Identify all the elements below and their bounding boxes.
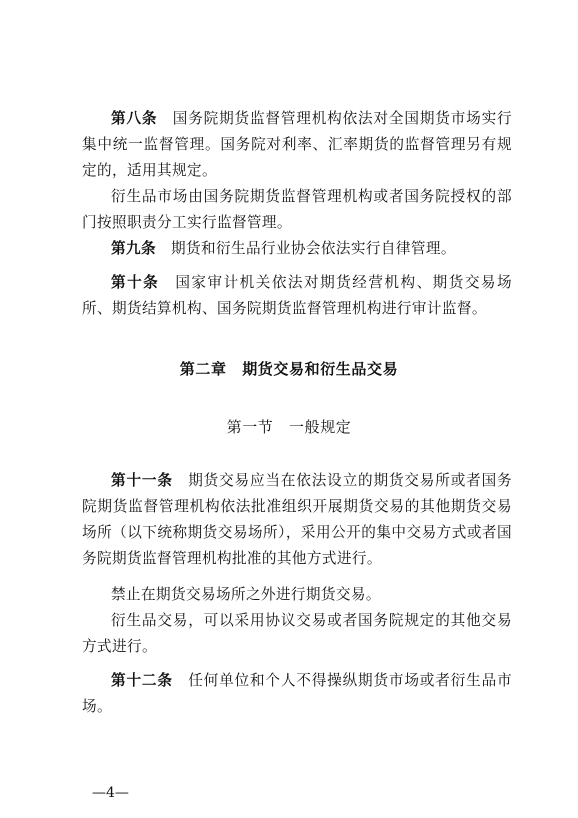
- article-12: [82, 668, 512, 720]
- article-number: 第十条: [111, 274, 160, 291]
- article-text: 期货交易应当在依法设立的期货交易所或者国务院期货监督管理机构依法批准组织开展期货交易的其他期货交易场所（以下统称期货交易场所），采用公开的集中交易方式或者国务院期货监督管理机构批准的其他方式进行。: [82, 472, 513, 567]
- paragraph-prohibition: [82, 582, 512, 608]
- article-9: [82, 236, 512, 262]
- article-11: [82, 468, 512, 572]
- article-number: 第九条: [111, 240, 156, 257]
- paragraph-text: 禁止在期货交易场所之外进行期货交易。: [111, 586, 381, 603]
- article-number: 第十二条: [111, 672, 173, 689]
- article-number: 第八条: [111, 110, 158, 127]
- chapter-title: 第二章 期货交易和衍生品交易: [179, 360, 399, 378]
- page-number: —4—: [92, 785, 129, 801]
- paragraph-derivatives-supervision: [82, 184, 512, 236]
- article-text: 国家审计机关依法对期货经营机构、期货交易场所、期货结算机构、国务院期货监督管理机构进行审计监督。: [82, 274, 512, 317]
- article-8: [82, 106, 512, 184]
- paragraph-text: 衍生品市场由国务院期货监督管理机构或者国务院授权的部门按照职责分工实行监督管理。: [82, 188, 512, 231]
- article-text: 任何单位和个人不得操纵期货市场或者衍生品市场。: [82, 672, 513, 715]
- article-10: [82, 270, 512, 322]
- article-number: 第十一条: [111, 472, 173, 489]
- article-text: 国务院期货监督管理机构依法对全国期货市场实行集中统一监督管理。国务院对利率、汇率期货的监督管理另有规定的，适用其规定。: [82, 110, 513, 179]
- section-title: 第一节 一般规定: [226, 418, 352, 436]
- article-text: 期货和衍生品行业协会依法实行自律管理。: [170, 240, 456, 257]
- paragraph-text: 衍生品交易，可以采用协议交易或者国务院规定的其他交易方式进行。: [82, 612, 512, 655]
- paragraph-derivatives-trading: [82, 608, 512, 660]
